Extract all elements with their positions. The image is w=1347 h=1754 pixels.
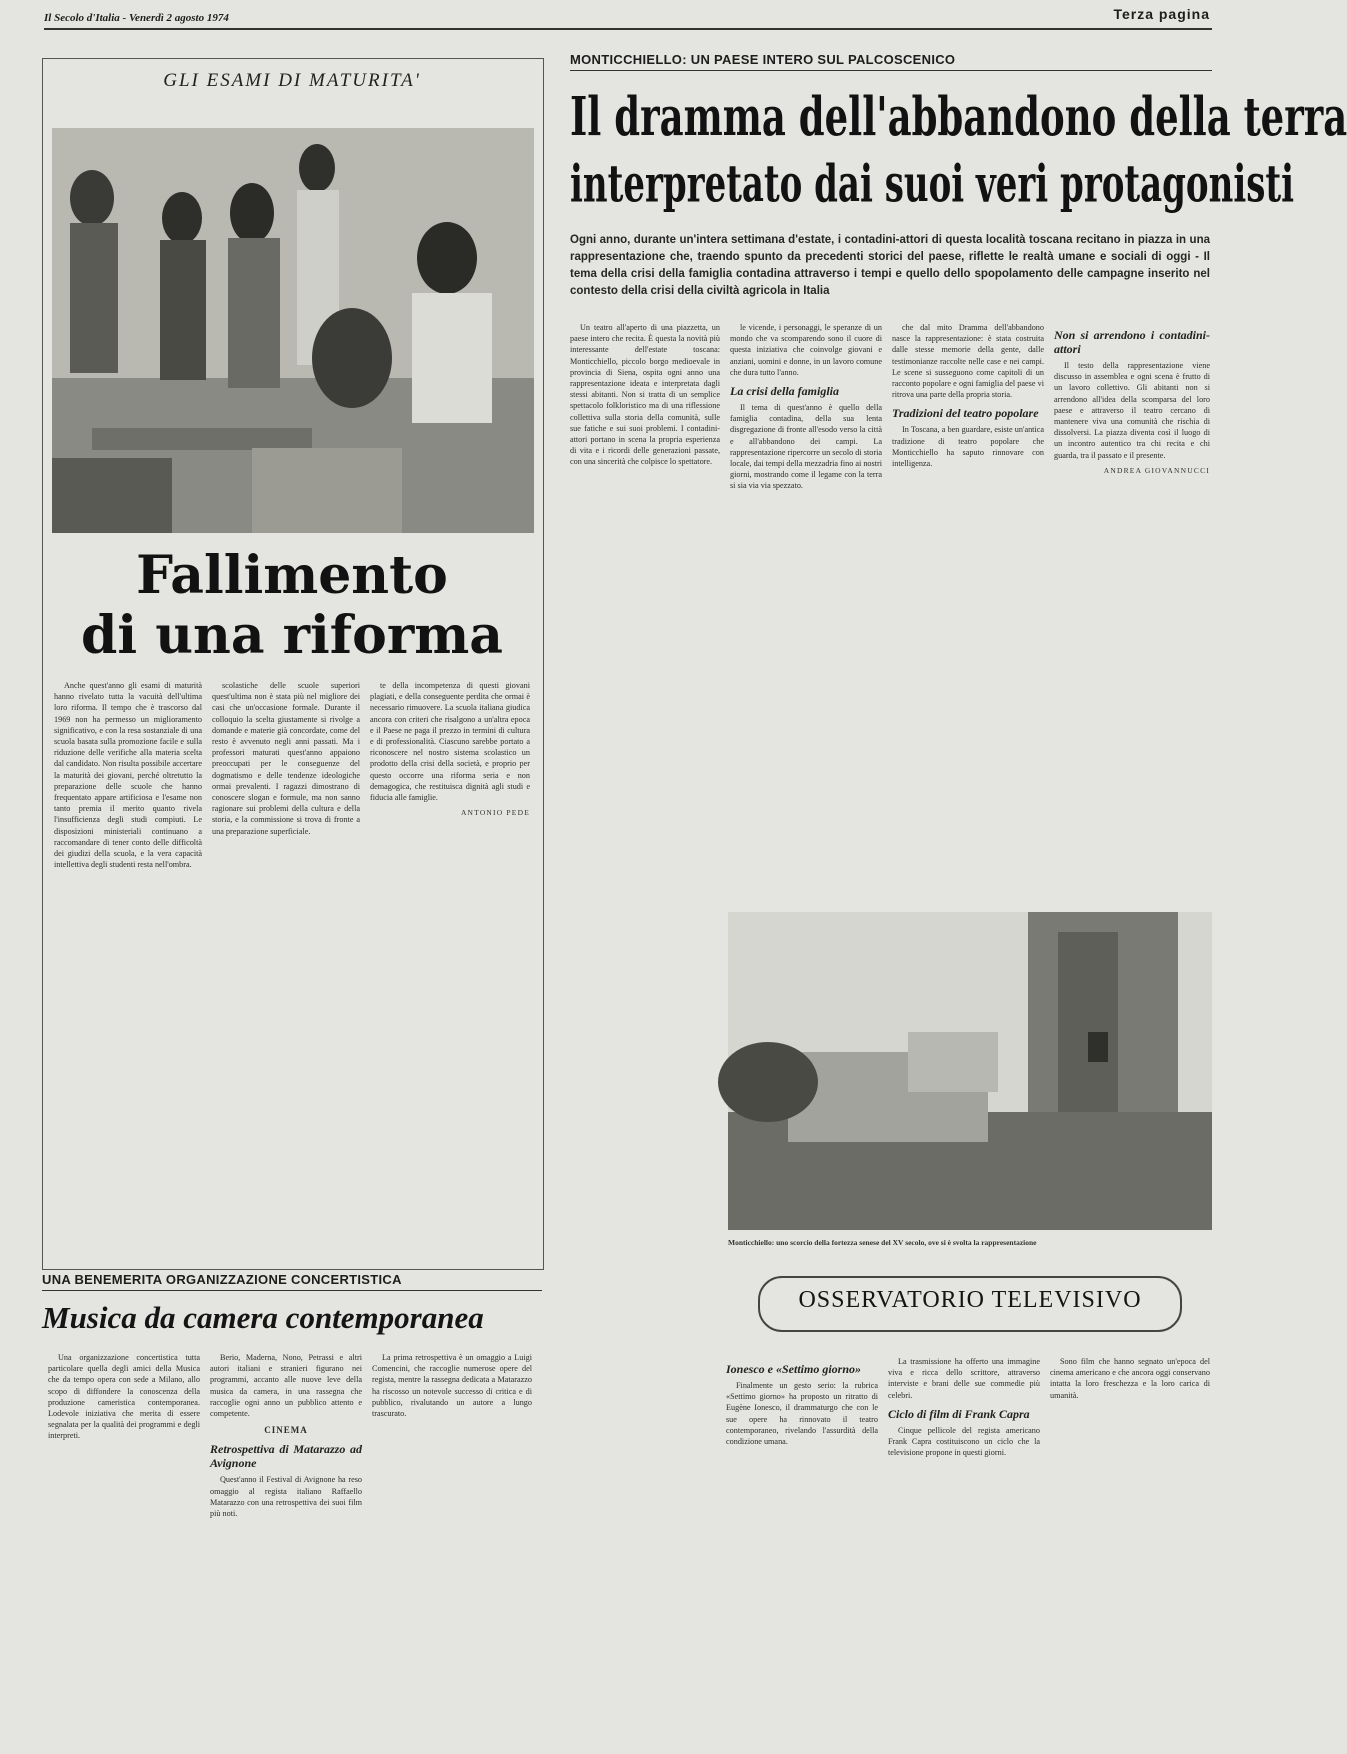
right-subhead-famiglia: La crisi della famiglia [730, 384, 839, 399]
tv-col-2-text: La trasmissione ha offerto una immagine viva e ricca dello scrittore, attraverso interviste e brani delle sue commedie più celebri. [888, 1357, 1040, 1400]
music-cinema-title: Retrospettiva di Matarazzo ad Avignone [210, 1442, 362, 1471]
music-col-3 [372, 1352, 532, 1747]
music-col-2-text: Berio, Maderna, Nono, Petrassi e altri autori italiani e stranieri figurano nei programmi, accanto alle nuove leve della musica da camera, in una rassegna che raccoglie ogni anno un pubblico attento e competente. [210, 1353, 362, 1419]
music-article-kicker: UNA BENEMERITA ORGANIZZAZIONE CONCERTISTICA [42, 1272, 402, 1287]
masthead-left: Il Secolo d'Italia - Venerdì 2 agosto 1974 [44, 12, 229, 24]
right-article-col-4 [1054, 322, 1210, 892]
left-col-1-text: Anche quest'anno gli esami di maturità hanno rivelato tutta la vacuità dell'ultima loro riforma. Il tempo che è trascorso dal 1969 non ha permesso un miglioramento significativo, e con la resa sostanziale di una scuola basata sulla promozione facile e sulla riduzione delle verifiche alla materia scelta dal candidato. Non risulta possibile accertare la maturità dei giovani, perché oltretutto la preparazione delle scuole che hanno frequentato appare artificiosa e l'esame non tanto premia il merito quanto rivela l'insufficienza degli studi compiuti. Le disposizioni ministeriali continuano a raccomandare di tener conto delle difficoltà dei giudizi della scuola, e la vera capacità intellettiva degli studenti resta nell'ombra. [54, 681, 202, 870]
right-col-2-text: le vicende, i personaggi, le speranze di un mondo che va scomparendo sono il cuore di questa iniziativa che coinvolge giovani e anziani, uomini e donne, in un lavoro comune che dura tutto l'anno. [730, 323, 882, 377]
left-article-col-2 [212, 680, 360, 1260]
right-article-kicker: MONTICCHIELLO: UN PAESE INTERO SUL PALCOSCENICO [570, 52, 956, 67]
right-article-col-3 [892, 322, 1044, 892]
right-col-3b-text: In Toscana, a ben guardare, esiste un'antica tradizione di teatro popolare che Monticchiello ha saputo rinnovare con intelligenza. [892, 425, 1044, 469]
tv-col-1-text: Finalmente un gesto serio: la rubrica «Settimo giorno» ha proposto un ritratto di Eugène Ionesco, il drammaturgo che con le sue opere ha rinnovato il teatro contemporaneo, rivelando l'assurdità della condizione umana. [726, 1381, 878, 1447]
right-col-3-text: che dal mito Dramma dell'abbandono nasce la rappresentazione: è stata costruita dalle stesse memorie della gente, dalle testimonianze raccolte nelle case e nei campi. Le scene si susseguono come capitoli di un racconto popolare e ogni famiglia del paese vi ritrova una parte della propria storia. [892, 323, 1044, 400]
photo-caption: Monticchiello: uno scorcio della fortezza senese del XV secolo, ove si è svolta la rappresentazione [728, 1238, 1037, 1247]
left-headline-1: Fallimento [136, 545, 448, 606]
music-col-2 [210, 1352, 362, 1747]
right-headline-1: Il dramma dell'abbandono della terra [570, 84, 1347, 148]
right-subhead-tradizioni: Tradizioni del teatro popolare [892, 406, 1039, 421]
right-col-2b-text: Il tema di quest'anno è quello della famiglia contadina, della sua lenta disgregazione di fronte all'esodo verso la città e all'abbandono dei campi. La rappresentazione ripercorre un secolo di storia locale, dai tempi della mezzadria fino ai nostri giorni, mostrando come il legame con la terra si sia via via spezzato. [730, 403, 882, 491]
music-col-2b-text: Quest'anno il Festival di Avignone ha reso omaggio al regista italiano Raffaello Matarazzo con una retrospettiva dei suoi film più noti. [210, 1475, 362, 1519]
tv-headline: OSSERVATORIO TELEVISIVO [798, 1287, 1142, 1313]
left-article-kicker: GLI ESAMI DI MATURITA' [163, 70, 421, 91]
left-col-3-text: te della incompetenza di questi giovani plagiati, e della conseguente perdita che ormai è necessario rimuovere. La scuola italiana giudica ancora con criteri che risalgono a un'altra epoca e il Paese ne paga il prezzo in termini di cultura e di professionalità. Ciascuno sarebbe portato a riconoscere nel nostro sistema scolastico un prodotto della crisi della società, e proprio per questo occorre una riforma seria e non demagogica, che restituisca dignità agli studi e fiducia alle famiglie. [370, 681, 530, 803]
left-article-col-1 [54, 680, 202, 1260]
left-headline-2: di una riforma [81, 605, 503, 666]
right-subhead-contadini: Non si arrendono i contadini-attori [1054, 328, 1210, 356]
tv-col-1 [726, 1356, 878, 1748]
music-col-1 [48, 1352, 200, 1747]
fortress-photo-figures [728, 912, 1212, 1230]
tv-col-3 [1050, 1356, 1210, 1748]
left-article-col-3 [370, 680, 530, 1260]
tv-subhead-capra: Ciclo di film di Frank Capra [888, 1406, 1030, 1421]
masthead-section: Terza pagina [1113, 6, 1210, 22]
students-photo [52, 128, 534, 533]
right-kicker-rule [570, 70, 1212, 71]
tv-subhead-ionesco: Ionesco e «Settimo giorno» [726, 1362, 862, 1376]
left-article-signature: ANTONIO PEDE [460, 808, 530, 818]
right-article-signature: ANDREA GIOVANNUCCI [1103, 465, 1210, 475]
music-col-3-text: La prima retrospettiva è un omaggio a Luigi Comencini, che raccoglie numerose opere del regista, mentre la rassegna dedicata a Matarazzo ha riscosso un notevole successo di critica e di pubblico, rivalutando un autore a lungo trascurato. [372, 1353, 532, 1419]
right-article-col-2 [730, 322, 882, 892]
right-article-col-1 [570, 322, 720, 892]
tv-col-3-text: Sono film che hanno segnato un'epoca del cinema americano e che ancora oggi conservano intatta la loro freschezza e la loro carica di umanità. [1050, 1357, 1210, 1400]
tv-col-2b-text: Cinque pellicole del regista americano Frank Capra costituiscono un ciclo che la televisione propone in questi giorni. [888, 1425, 1040, 1458]
right-col-4-text: Il testo della rappresentazione viene discusso in assemblea e ogni scena è frutto di un lavoro collettivo. Gli abitanti non si arrendono all'idea della scomparsa del loro paese e attraverso il teatro cercano di mantenere viva una comunità che rischia di dissolversi. La piazza diventa così il luogo di un incontro autentico tra chi recita e chi guarda, tra il passato e il presente. [1054, 361, 1210, 460]
right-headline-2: interpretato dai suoi veri protagonisti [570, 155, 1295, 215]
music-kicker-rule [42, 1290, 542, 1291]
right-col-1-text: Un teatro all'aperto di una piazzetta, un paese intero che recita. È questa la novità più interessante dell'estate toscana: Monticchiello, piccolo borgo medioevale in provincia di Siena, ospita ogni anno una rappresentazione ideata e interpretata dagli stessi abitanti. Non si tratta di un semplice spettacolo folkloristico ma di una riflessione collettiva sulla storia della comunità, sulle sue fatiche e sui suoi problemi. I contadini-attori portano in scena la propria esperienza di vita e i ricordi delle generazioni passate, con una sincerità che colpisce lo spettatore. [570, 323, 720, 467]
music-headline: Musica da camera contemporanea [42, 1300, 484, 1335]
left-col-2-text: scolastiche delle scuole superiori quest'ultima non è stata più nel migliore dei casi che un'occasione formale. Durante il colloquio la scelta giustamente si rivolge a domande e materie già concordate, come del resto è avvenuto negli anni passati. Ma i professori maturati quest'anno appaiono preoccupati per le conseguenze del dogmatismo e delle tendenze ideologiche ormai prevalenti. I ragazzi dimostrano di conoscere slogan e formule, ma non sanno ragionare sui problemi della cultura e della storia, e la commissione si trova di fronte a una preparazione superficiale. [212, 681, 360, 836]
students-photo-figures [52, 128, 534, 533]
masthead-rule [44, 28, 1212, 30]
music-cinema-label: CINEMA [264, 1425, 308, 1436]
right-article-deck: Ogni anno, durante un'intera settimana d'estate, i contadini-attori di questa località toscana recitano in piazza in una rappresentazione che, traendo spunto da precedenti storici del paese, riflette le realtà umane e sociali di oggi - Il tema della crisi della famiglia contadina attraverso i tempi e quello dello spopolamento delle campagne inserito nel contesto della crisi della civiltà agricola in Italia [570, 234, 1210, 297]
tv-col-2 [888, 1356, 1040, 1748]
music-col-1-text: Una organizzazione concertistica tutta particolare quella degli amici della Musica che da tempo opera con sede a Milano, allo scopo di diffondere la conoscenza della produzione cameristica contemporanea. Lodevole iniziativa che merita di essere segnalata per la qualità dei programmi e degli interpreti. [48, 1353, 200, 1441]
monticchiello-photo [728, 912, 1212, 1230]
